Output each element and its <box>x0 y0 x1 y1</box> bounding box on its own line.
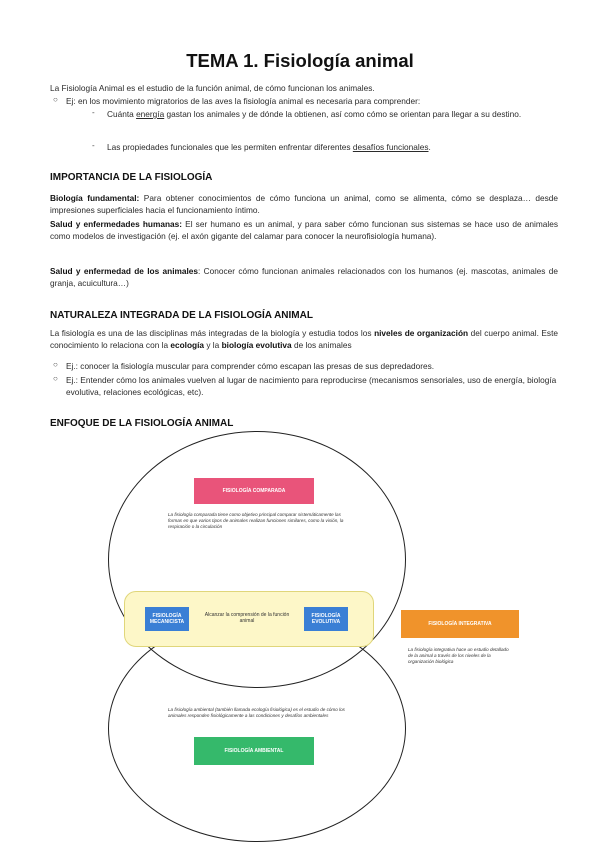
importancia-p1: Biología fundamental: Para obtener conocimientos de cómo funciona un animal, como se alimenta, cómo se desplaza… desde impresiones superficiales hacia el funcionamiento íntimo. <box>50 193 558 216</box>
energia-link: energía <box>136 109 165 119</box>
dash-bullet-icon: - <box>92 141 95 150</box>
naturaleza-bullet-2: Ej.: Entender cómo los animales vuelven al lugar de nacimiento para reproducirse (mecanismos sensoriales, uso de energía, biología evolutiva, relaciones ecológicas, etc). <box>66 375 557 398</box>
circle-bullet-icon: ○ <box>53 360 58 369</box>
comparada-description: La fisiología comparada tiene como objetivo principal comparar sistemáticamente las formas en que varios tipos de animales realizan funciones similares, como la visión, la respiración o la circulación <box>168 512 344 529</box>
fisiologia-comparada-box: FISIOLOGÍA COMPARADA <box>194 478 314 504</box>
fisiologia-integrativa-box: FISIOLOGÍA INTEGRATIVA <box>401 610 519 638</box>
importancia-p3: Salud y enfermedad de los animales: Conocer cómo funcionan animales relacionados con los humanos (ej. mascotas, animales de granja, acuicultura…) <box>50 266 558 289</box>
intro-example: Ej: en los movimiento migratorios de las aves la fisiología animal es necesaria para comprender: <box>66 96 421 106</box>
importancia-p2: Salud y enfermedades humanas: El ser humano es un animal, y para saber cómo funcionan sus sistemas se hace uso de animales como modelos de investigación (ej. el axón gigante del calamar para conocer la neurofisiología humana). <box>50 219 558 242</box>
fisiologia-mecanicista-box: FISIOLOGÍA MECANICISTA <box>145 607 189 631</box>
lower-ellipse <box>108 615 406 842</box>
intro-line: La Fisiología Animal es el estudio de la función animal, de cómo funcionan los animales. <box>50 83 375 93</box>
circle-bullet-icon: ○ <box>53 95 58 104</box>
fisiologia-evolutiva-box: FISIOLOGÍA EVOLUTIVA <box>304 607 348 631</box>
naturaleza-bullet-1: Ej.: conocer la fisiología muscular para comprender cómo escapan las presas de sus depredadores. <box>66 361 435 371</box>
enfoque-diagram <box>108 431 524 841</box>
ambiental-description: La fisiología ambiental (también llamada ecología fisiológica) es el estudio de cómo los animales responden fisiológicamente a las condiciones y desafíos ambientales <box>168 707 345 718</box>
page-title: TEMA 1. Fisiología animal <box>186 50 414 71</box>
dash-bullet-icon: - <box>92 108 95 117</box>
intro-sub2: Las propiedades funcionales que les permiten enfrentar diferentes desafíos funcionales. <box>107 142 431 152</box>
fisiologia-ambiental-box: FISIOLOGÍA AMBIENTAL <box>194 737 314 765</box>
section-heading-naturaleza: NATURALEZA INTEGRADA DE LA FISIOLOGÍA ANIMAL <box>50 310 313 321</box>
center-goal-text: Alcanzar la comprensión de la función animal <box>204 612 290 624</box>
integrativa-description: La fisiología integrativa hace un estudio detallado de la animal a través de los niveles de la organización biológica <box>408 647 509 664</box>
circle-bullet-icon: ○ <box>53 374 58 383</box>
section-heading-enfoque: ENFOQUE DE LA FISIOLOGÍA ANIMAL <box>50 418 234 429</box>
desafios-link: desafíos funcionales <box>352 142 429 152</box>
intro-sub1: Cuánta energía gastan los animales y de dónde la obtienen, así como cómo se orientan para llegar a su destino. <box>107 109 522 119</box>
naturaleza-paragraph: La fisiología es una de las disciplinas más integradas de la biología y estudia todos los niveles de organización del cuerpo animal. Este conocimiento lo relaciona con la ecología y la biología evolutiva de los animales <box>50 328 558 351</box>
section-heading-importancia: IMPORTANCIA DE LA FISIOLOGÍA <box>50 172 213 183</box>
